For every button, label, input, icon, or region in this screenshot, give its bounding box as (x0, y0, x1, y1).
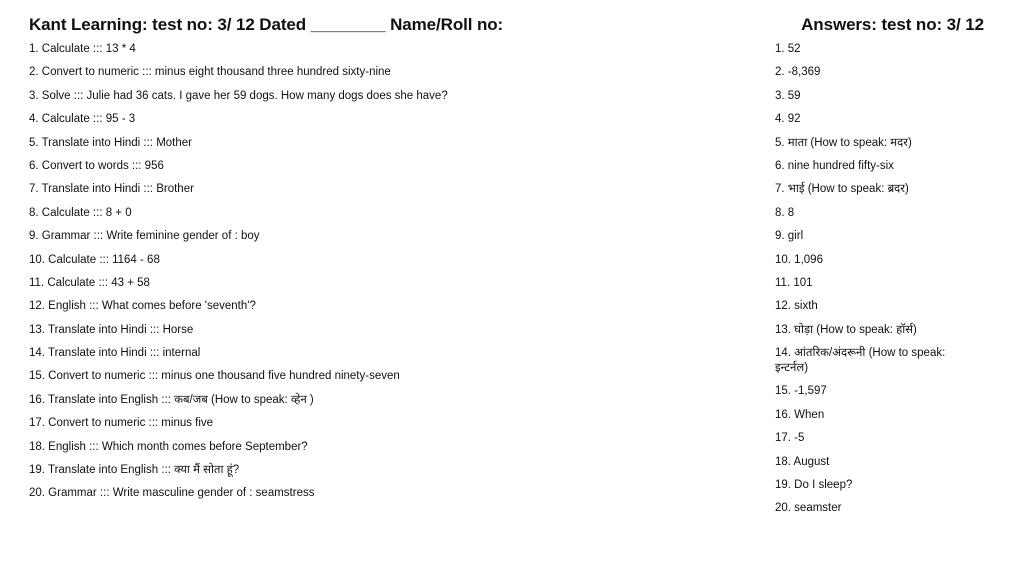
answer-item: 10. 1,096 (775, 253, 823, 266)
answer-item: 8. 8 (775, 206, 795, 219)
test-title: Kant Learning: test no: 3/ 12 Dated ________ Name/Roll no: (29, 15, 504, 34)
question-item: 3. Solve ::: Julie had 36 cats. I gave her 59 dogs. How many dogs does she have? (29, 89, 448, 102)
question-item: 20. Grammar ::: Write masculine gender of : seamstress (29, 487, 315, 500)
question-item: 10. Calculate ::: 1164 - 68 (29, 253, 160, 266)
question-item: 5. Translate into Hindi ::: Mother (29, 136, 192, 149)
question-item: 16. Translate into English ::: कब/जब (How to speak: व्हेन ) (29, 393, 314, 406)
answer-item: 11. 101 (775, 276, 813, 289)
answers-title: Answers: test no: 3/ 12 (801, 15, 984, 34)
question-list (29, 42, 729, 510)
answer-item: 5. माता (How to speak: मदर) (775, 136, 912, 149)
answer-item: 3. 59 (775, 89, 801, 102)
answer-item: 18. August (775, 455, 830, 468)
question-item: 15. Convert to numeric ::: minus one thousand five hundred ninety-seven (29, 370, 400, 383)
question-item: 6. Convert to words ::: 956 (29, 159, 164, 172)
answer-item: 17. -5 (775, 432, 805, 445)
answer-item: 4. 92 (775, 113, 801, 126)
question-item: 2. Convert to numeric ::: minus eight thousand three hundred sixty-nine (29, 66, 391, 79)
answer-item: 1. 52 (775, 43, 801, 55)
question-item: 17. Convert to numeric ::: minus five (29, 417, 214, 430)
question-item: 7. Translate into Hindi ::: Brother (29, 183, 194, 196)
question-item: 13. Translate into Hindi ::: Horse (29, 323, 194, 336)
answer-item: 9. girl (775, 230, 804, 243)
answer-item: 12. sixth (775, 300, 818, 313)
answer-item: 19. Do I sleep? (775, 479, 853, 492)
question-item: 11. Calculate ::: 43 + 58 (29, 276, 150, 289)
answer-item: 14. आंतरिक/अंदरूनी (How to speak: इन्टर्नल) (775, 347, 946, 375)
question-item: 19. Translate into English ::: क्या मैं सोता हूं? (29, 464, 240, 477)
question-item: 12. English ::: What comes before 'seventh'? (29, 300, 256, 313)
answer-item: 2. -8,369 (775, 66, 821, 79)
question-item: 4. Calculate ::: 95 - 3 (29, 113, 136, 126)
question-item: 18. English ::: Which month comes before September? (29, 440, 308, 453)
answer-item: 20. seamster (775, 502, 842, 515)
answer-list (775, 42, 975, 525)
answer-item: 7. भाई (How to speak: ब्रदर) (775, 183, 909, 196)
question-item: 8. Calculate ::: 8 + 0 (29, 206, 132, 219)
answer-item: 15. -1,597 (775, 385, 827, 398)
question-item: 9. Grammar ::: Write feminine gender of : boy (29, 230, 260, 243)
question-item: 14. Translate into Hindi ::: internal (29, 347, 201, 360)
question-item: 1. Calculate ::: 13 * 4 (29, 43, 136, 55)
answer-item: 6. nine hundred fifty-six (775, 159, 894, 172)
answer-item: 16. When (775, 408, 825, 421)
answer-item: 13. घोड़ा (How to speak: हॉर्स) (775, 323, 917, 336)
